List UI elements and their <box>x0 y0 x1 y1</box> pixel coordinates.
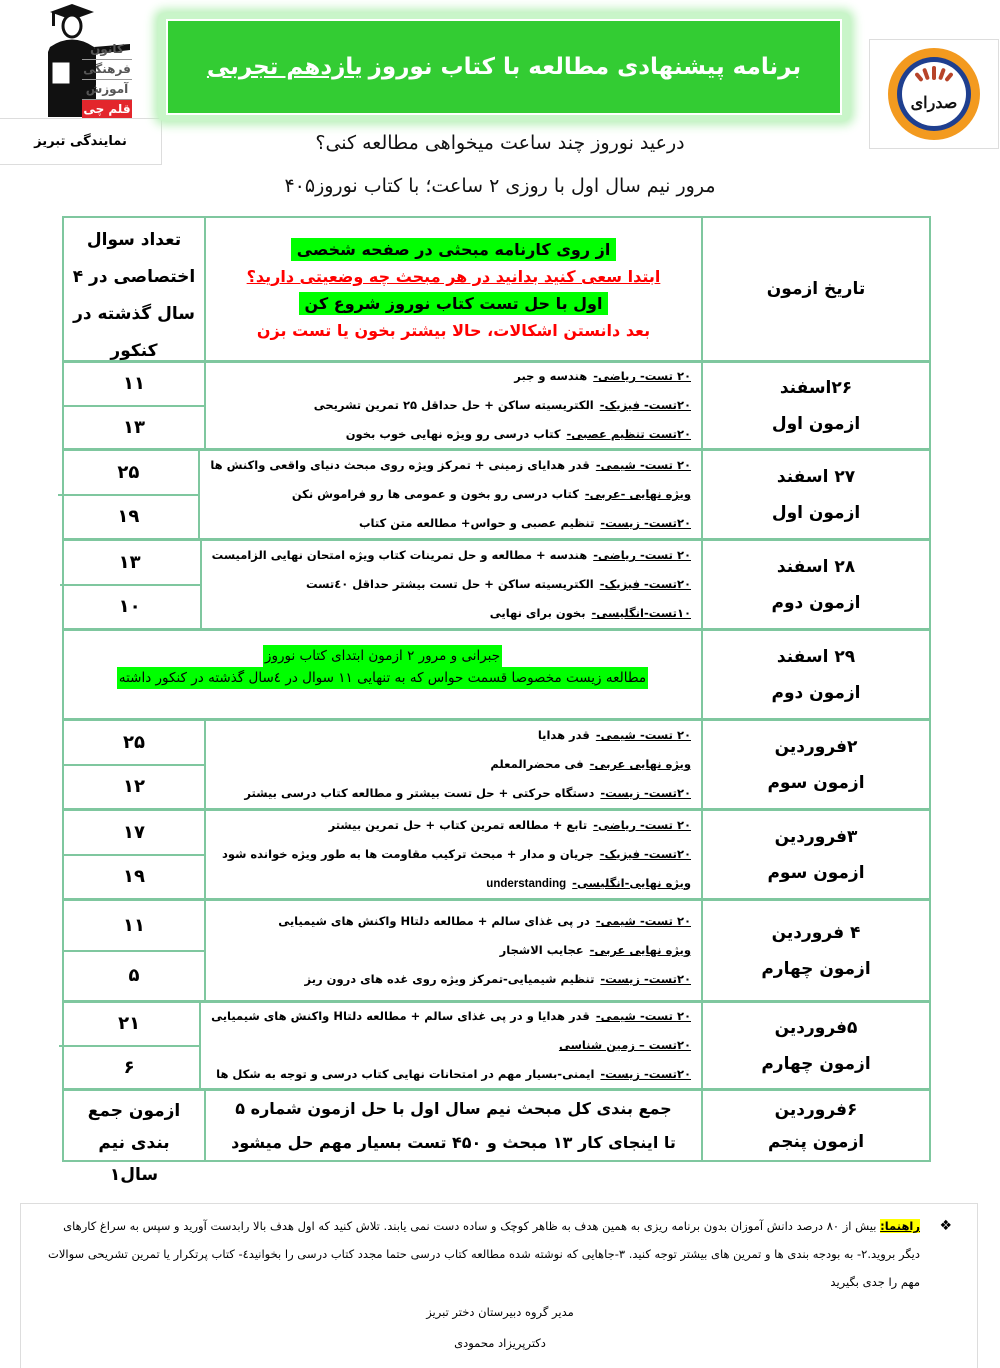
task-subject: ۲۰ تست- شیمی- <box>595 458 691 472</box>
task-desc: عجایب الاشجار <box>499 943 584 957</box>
task-item <box>216 965 691 994</box>
diamond-bullet-icon: ❖ <box>939 1218 952 1234</box>
study-schedule-table <box>62 216 931 1185</box>
review-line: مطالعه زیست مخصوصا قسمت حواس که به تنهایی ۱۱ سوال در ٤سال گذشته در کنکور داشته <box>117 667 648 689</box>
exam-date-cell <box>701 451 929 538</box>
task-subject: ۲۰ تست- ریاضی- <box>593 369 691 383</box>
school-logo <box>869 39 999 149</box>
exam-name: ازمون چهارم <box>761 1053 871 1074</box>
task-subject: ۲۰ تست- شیمی- <box>595 914 691 928</box>
question-count: ۱۰ <box>60 584 200 629</box>
review-cell <box>64 631 701 718</box>
task-subject: ۲۰ تست- ریاضی- <box>593 817 691 832</box>
header-count <box>64 218 204 360</box>
school-logo-text: صدرای <box>910 93 958 112</box>
count-cell <box>64 721 204 808</box>
exam-date: ۲۶اسفند <box>779 377 853 398</box>
count-cell <box>59 1003 199 1088</box>
count-cell <box>64 363 204 448</box>
exam-date: ۲۸ اسفند <box>776 556 856 577</box>
task-desc: تنظیم عصبی و حواس+ مطالعه متن کتاب <box>358 516 595 530</box>
exam-date: ۲فروردین <box>774 736 858 757</box>
exam-date: ۴ فروردین <box>771 922 861 943</box>
header-instructions <box>204 218 701 360</box>
logo-word: کانون <box>82 40 132 60</box>
review-line: جبرانی و مرور ۲ ازمون ابتدای کتاب نوروز <box>263 645 502 667</box>
exam-name: ازمون اول <box>771 413 861 434</box>
instruction-line: ابتدا سعی کنید بدانید در هر مبحث چه وضعیتی دارید؟ <box>246 267 661 286</box>
instruction-line: بعد دانستن اشکالات، حالا بیشتر بخون یا تست بزن <box>256 321 651 340</box>
title-main: برنامه پیشنهادی مطالعه با کتاب نوروز <box>368 54 802 80</box>
exam-date: ۶فروردین <box>774 1099 858 1120</box>
question-count: ۲۱ <box>118 1013 141 1035</box>
table-row <box>64 898 929 1000</box>
task-item <box>216 420 691 449</box>
task-subject: ۲۰تست- زیست- <box>600 972 691 986</box>
tasks-cell <box>204 721 701 808</box>
count-cell <box>60 541 200 628</box>
task-item <box>216 750 691 779</box>
exam-name: ازمون سوم <box>767 772 865 793</box>
exam-name: ازمون پنجم <box>767 1131 865 1152</box>
table-row <box>64 360 929 448</box>
table-header-row <box>64 218 929 360</box>
table-row <box>64 538 929 628</box>
tasks-cell <box>198 451 701 538</box>
task-item <box>216 362 691 391</box>
task-subject: ۲۰تست – زمین شناسی <box>558 1038 691 1052</box>
question-count: ۶ <box>59 1045 199 1089</box>
header-count-label: تعداد سوال اختصاصی در ۴ سال گذشته در کنکور <box>72 230 196 361</box>
exam-name: ازمون دوم <box>771 592 861 613</box>
final-line: جمع بندی کل مبحث نیم سال اول با حل ازمون شماره ۵ <box>235 1098 672 1118</box>
task-subject: ۲۰تست تنظیم عصبی- <box>566 427 691 441</box>
instruction-line: از روی کارنامه مبحثی در صفحه شخصی <box>291 238 617 261</box>
question-count: ۱۳ <box>118 551 141 573</box>
table-row <box>64 808 929 898</box>
signature-title: مدیر گروه دبیرستان دختر تبریز <box>426 1305 574 1319</box>
final-cell <box>204 1091 701 1160</box>
exam-date-cell <box>701 1091 929 1160</box>
count-cell <box>64 901 204 1000</box>
task-subject: ۲۰تست- فیزیک- <box>599 577 691 591</box>
task-item <box>210 451 691 480</box>
table-row <box>64 718 929 808</box>
task-item <box>212 599 691 628</box>
task-item <box>216 936 691 965</box>
task-item <box>216 779 691 808</box>
page-title <box>166 19 842 115</box>
guide-paragraph <box>40 1212 952 1296</box>
task-desc: قدر هدایای زمینی + تمرکز ویژه روی مبحث دنیای واقعی واکنش ها <box>210 458 590 472</box>
header-date-label: تاریخ ازمون <box>766 279 866 299</box>
task-desc: فی محضرالمعلم <box>490 757 584 771</box>
sadra-logo-icon <box>886 46 982 142</box>
task-desc: هندسه و جبر <box>514 369 588 383</box>
question-count: ۲۵ <box>123 731 145 753</box>
exam-name: ازمون دوم <box>771 682 861 703</box>
subtitle-question: درعید نوروز چند ساعت میخواهی مطالعه کنی؟ <box>315 132 685 154</box>
task-desc: الکتریسیته ساکن + حل حداقل ۲۵ تمرین تشریحی <box>313 398 594 412</box>
tasks-cell <box>204 811 701 898</box>
logo-word: فرهنگی <box>82 60 132 80</box>
question-count: ۱۱ <box>123 373 145 395</box>
exam-name: ازمون اول <box>771 502 861 523</box>
question-count: ۱۱ <box>123 914 145 936</box>
subtitle-plan: مرور نیم سال اول با روزی ۲ ساعت؛ با کتاب نوروز۴۰۵ <box>284 175 716 197</box>
tasks-cell <box>204 363 701 448</box>
final-line: تا اینجای کار ۱۳ مبحث و ۴۵۰ تست بسیار مهم حل میشود <box>231 1132 676 1152</box>
task-item <box>216 391 691 420</box>
count-cell <box>64 1091 204 1185</box>
exam-date-cell <box>701 363 929 448</box>
exam-date-cell <box>701 901 929 1000</box>
question-count: ۱۷ <box>123 821 145 843</box>
task-desc: کتاب درسی رو ویژه نهایی خوب بخون <box>345 427 561 441</box>
task-subject: ویژه نهایی-انگلیسی- <box>572 875 691 890</box>
question-count: ۱۹ <box>58 494 198 539</box>
logo-word: آموزش <box>82 80 132 100</box>
task-item <box>212 541 691 570</box>
tasks-cell <box>200 541 701 628</box>
exam-date: ۲۹ اسفند <box>776 646 856 667</box>
task-subject: ۲۰تست- زیست- <box>600 516 691 530</box>
task-item <box>210 509 691 538</box>
exam-date: ۵فروردین <box>774 1017 858 1038</box>
task-item <box>211 1031 691 1060</box>
count-cell <box>64 811 204 898</box>
task-desc: قدر هدایا و در پی غذای سالم + مطالعه دلتاH واکنش های شیمیایی <box>211 1009 590 1023</box>
title-emphasis: یازدهم تجربی <box>206 54 363 80</box>
question-count: ۲۵ <box>117 461 140 483</box>
task-desc: تنظیم شیمیایی-تمرکز ویژه روی غده های درون ریز <box>304 972 595 986</box>
task-desc: جریان و مدار + مبحث ترکیب مقاومت ها به طور ویژه خوانده شود <box>221 846 594 861</box>
task-item <box>216 721 691 750</box>
instruction-line: اول با حل تست کتاب نوروز شروع کن <box>299 292 609 315</box>
task-desc: الکتریسیته ساکن + حل تست بیشتر حداقل ٤٠تست <box>306 577 594 591</box>
kanoon-logo-words <box>82 40 132 119</box>
task-subject: ۲۰تست- فیزیک- <box>599 398 691 412</box>
task-subject: ۲۰ تست- شیمی- <box>595 728 691 742</box>
task-subject: ویژه نهایی عربی- <box>589 943 691 957</box>
task-desc: هندسه + مطالعه و حل تمرینات کتاب ویژه امتحان نهایی الزامیست <box>211 548 588 562</box>
signature-name: دکترپریزاد محمودی <box>454 1336 546 1350</box>
task-desc: ایمنی-بسیار مهم در امتحانات نهایی کتاب درسی و توجه به شکل ها <box>216 1067 595 1081</box>
guide-label: راهنما: <box>880 1219 920 1233</box>
exam-date-cell <box>701 541 929 628</box>
task-subject: ۲۰تست- زیست- <box>600 786 691 800</box>
task-desc: کتاب درسی رو بخون و عمومی ها رو فراموش نکن <box>291 487 579 501</box>
task-item <box>212 570 691 599</box>
question-count: ۱۲ <box>64 764 204 809</box>
exam-date: ۳فروردین <box>774 826 858 847</box>
table-row-final <box>64 1088 929 1185</box>
guide-text: بیش از ۸۰ درصد دانش آموزان بدون برنامه ریزی به همین هدف به ظاهر کوچک و ساده دست نمی یابند. تلاش کنید که اول هدف بالا رابدست آورید و سپس به سراغ کارهای دیگر بروید.۲- به بودجه بندی ها و تمرین های بیشتر توجه کنید. ۳-جاهایی که نوشته شده مطالعه کتاب درسی حتما مجدد کتاب درسی را بخوانید٤- کتاب پرتکرار یا تمرین تشریحی سوالات مهم را جدی بگیرید <box>48 1219 920 1289</box>
table-row <box>64 448 929 538</box>
exam-date-cell <box>701 631 929 718</box>
task-item <box>216 840 691 869</box>
logo-word: قلم چی <box>82 100 132 119</box>
exam-name: ازمون سوم <box>767 862 865 883</box>
exam-date-cell <box>701 721 929 808</box>
task-subject: ویژه نهایی عربی- <box>589 757 691 771</box>
task-desc: دستگاه حرکتی + حل تست بیشتر و مطالعه کتاب درسی بیشتر <box>244 786 595 800</box>
task-desc: قدر هدایا <box>537 728 590 742</box>
task-desc: در پی غذای سالم + مطالعه دلتاH واکنش های شیمیایی <box>278 914 590 928</box>
task-subject: ویژه نهایی -عربی- <box>584 487 691 501</box>
header-date <box>701 218 929 360</box>
final-exam-label: ازمون جمع بندی نیم سال۱ <box>87 1101 181 1185</box>
question-count: ۱۹ <box>64 854 204 899</box>
tasks-cell <box>204 901 701 1000</box>
task-subject: ۲۰تست- زیست- <box>600 1067 691 1081</box>
branch-label: نمایندگی تبریز <box>0 118 162 165</box>
exam-name: ازمون چهارم <box>761 958 871 979</box>
question-count: ۵ <box>64 950 204 1001</box>
task-desc: تابع + مطالعه تمرین کتاب + حل تمرین بیشتر <box>328 817 588 832</box>
task-subject: ۱۰تست-انگلیسی- <box>591 606 691 620</box>
task-item <box>216 907 691 936</box>
task-subject: ۲۰ تست- شیمی- <box>595 1009 691 1023</box>
task-item <box>211 1002 691 1031</box>
task-item <box>211 1060 691 1089</box>
task-desc: بخون برای نهایی <box>489 606 586 620</box>
table-row-review <box>64 628 929 718</box>
tasks-cell <box>199 1003 701 1088</box>
task-subject: ۲۰تست- فیزیک- <box>599 846 691 861</box>
task-subject: ۲۰ تست- ریاضی- <box>593 548 691 562</box>
task-desc: understanding <box>486 877 567 890</box>
task-item <box>216 811 691 840</box>
exam-date-cell <box>701 1003 929 1088</box>
question-count: ۱۳ <box>64 405 204 449</box>
task-item <box>216 869 691 899</box>
task-item <box>210 480 691 509</box>
table-row <box>64 1000 929 1088</box>
exam-date: ۲۷ اسفند <box>776 466 856 487</box>
exam-date-cell <box>701 811 929 898</box>
count-cell <box>58 451 198 538</box>
